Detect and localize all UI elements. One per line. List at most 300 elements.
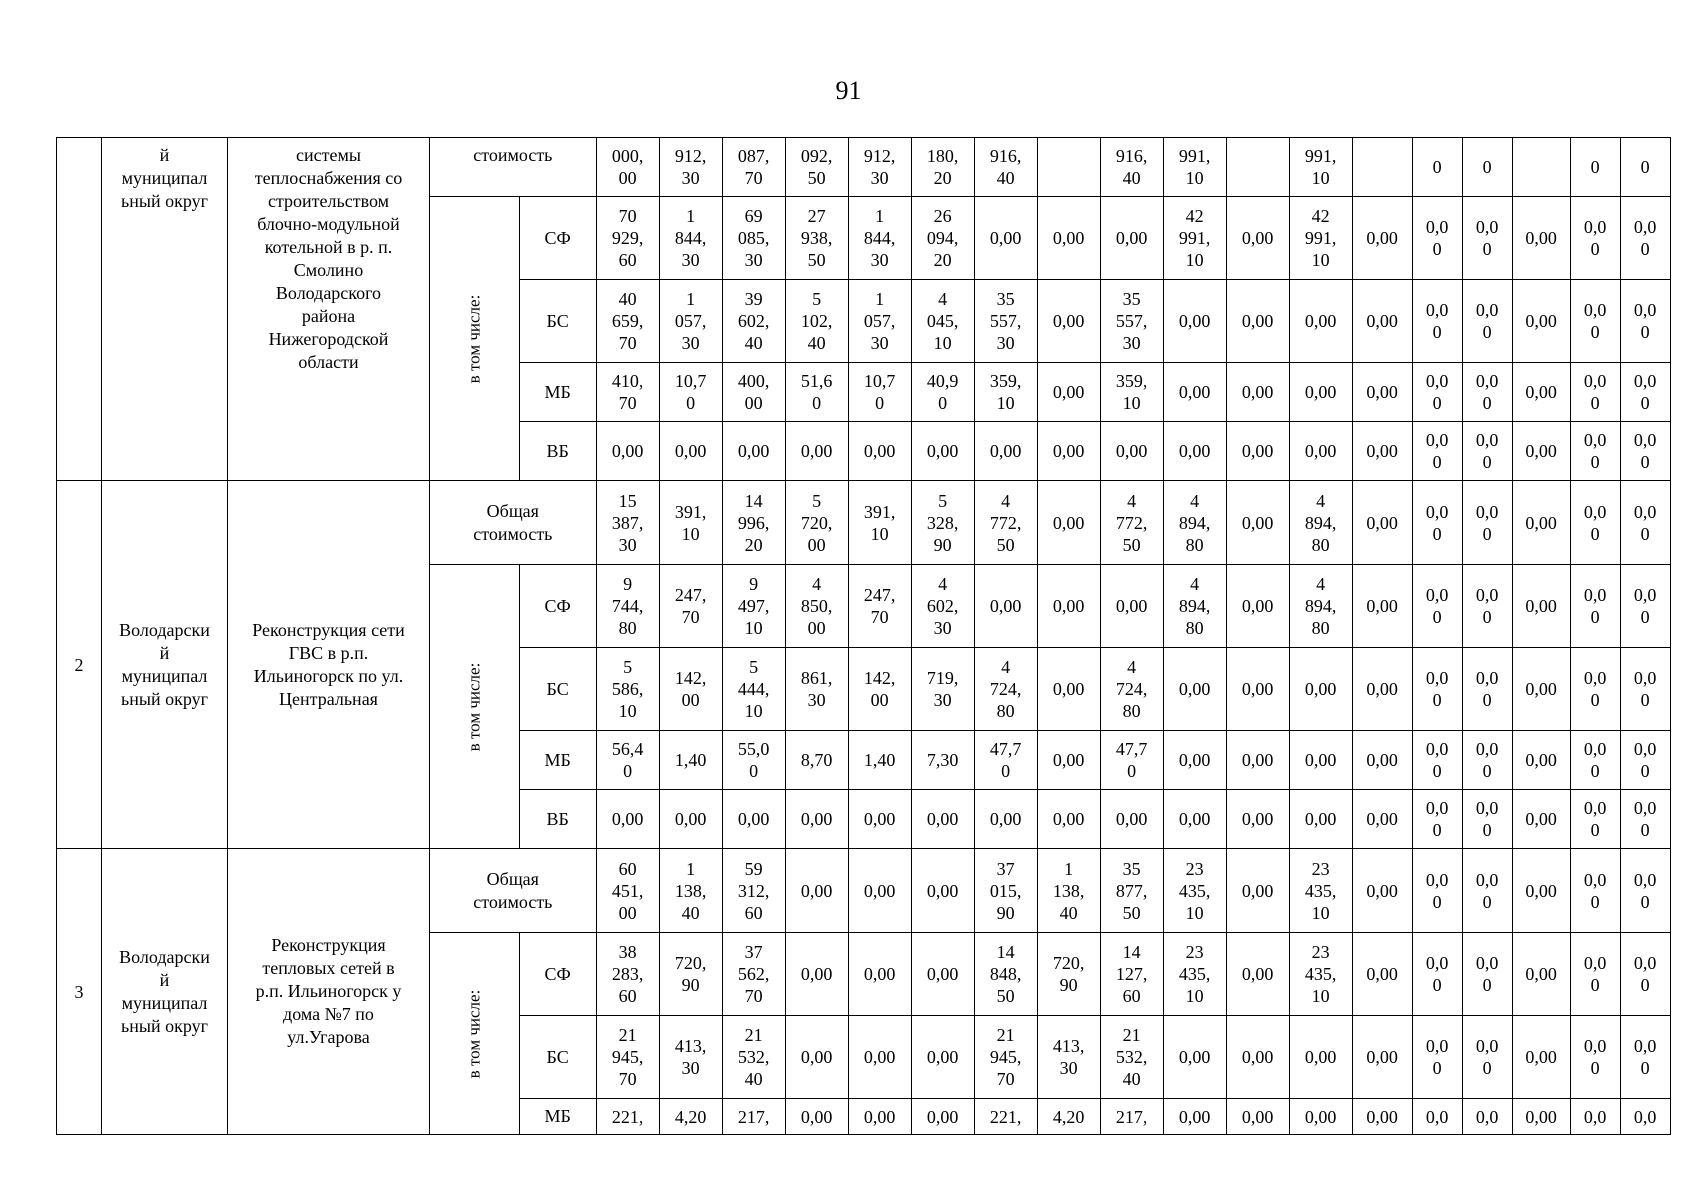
cell-line: 0: [1640, 891, 1650, 912]
value-cell: [1100, 565, 1163, 648]
cell-line: 413,: [674, 1036, 707, 1056]
cell-line: 0,0: [1475, 1036, 1499, 1056]
cell-line: 0,00: [1304, 311, 1337, 331]
cell-line: 0: [1432, 452, 1442, 472]
value-cell: [1412, 138, 1462, 197]
cell-line: 0,00: [1241, 441, 1274, 461]
cell-line: 0,0: [1475, 217, 1499, 237]
cell-line: 0,0: [1633, 430, 1657, 450]
cell-line: 0,00: [926, 1047, 959, 1067]
cell-line: 0,0: [1583, 430, 1607, 450]
project-number-cell: [57, 849, 102, 1135]
cell-line: 0: [1432, 820, 1442, 840]
cell-line: 045,: [926, 311, 959, 331]
cell-line: 894,: [1178, 512, 1211, 533]
cell-line: 0: [1482, 607, 1492, 627]
cell-line: 000,: [611, 146, 644, 166]
value-cell: [722, 849, 785, 933]
cell-line: 0: [1432, 322, 1442, 342]
value-cell: [1412, 849, 1462, 933]
value-cell: [1037, 790, 1100, 849]
cell-line: 0: [1432, 1058, 1442, 1078]
cell-line: 720,: [674, 953, 707, 973]
cell-line: р.п. Ильиногорск у: [255, 981, 402, 1001]
cell-line: 0,00: [1241, 1047, 1274, 1067]
value-cell: [722, 481, 785, 565]
cell-line: 59: [744, 858, 763, 879]
cell-line: 4: [1316, 574, 1326, 594]
source-label-text: ВБ: [546, 808, 569, 829]
cell-line: 0,00: [1525, 596, 1557, 616]
value-cell: [722, 363, 785, 422]
source-label-text: МБ: [544, 1106, 571, 1126]
value-cell: [1352, 481, 1412, 565]
value-cell: [1289, 481, 1352, 565]
cell-line: 40: [618, 289, 637, 309]
value-cell: [1289, 648, 1352, 731]
cell-line: котельной в р. п.: [264, 237, 393, 257]
cell-line: стоимость: [473, 891, 553, 912]
including-label-cell: [430, 197, 520, 481]
cell-line: 0,0: [1475, 869, 1499, 890]
cell-line: 0,0: [1583, 1036, 1607, 1056]
cell-line: 60: [618, 858, 637, 879]
source-label-text: БС: [546, 678, 569, 699]
value-cell: [785, 849, 848, 933]
value-cell: [911, 481, 974, 565]
cell-line: 894,: [1304, 512, 1337, 533]
including-label-cell: [430, 933, 520, 1135]
cell-line: Володарски: [119, 946, 210, 967]
cell-line: 0,00: [1241, 964, 1274, 984]
cell-line: 0,00: [1241, 382, 1274, 402]
value-cell: [1570, 280, 1620, 363]
cell-line: 23: [1311, 942, 1330, 962]
value-cell: [1412, 1016, 1462, 1099]
cell-line: 0,00: [1115, 228, 1148, 248]
cell-line: 35: [996, 289, 1015, 309]
value-cell: [974, 197, 1037, 280]
cell-line: 0: [812, 393, 822, 413]
cell-line: 0,00: [1052, 750, 1085, 770]
value-cell: [1352, 197, 1412, 280]
cell-line: 00: [681, 690, 700, 710]
cell-line: 0,0: [1425, 371, 1449, 391]
value-cell: [1512, 197, 1570, 280]
value-cell: [1289, 280, 1352, 363]
cell-line: 40: [1122, 1069, 1141, 1089]
cell-line: ьный округ: [121, 1015, 208, 1036]
cell-line: 80: [1311, 618, 1330, 638]
cell-line: 991,: [1178, 228, 1211, 248]
cell-line: муниципал: [121, 168, 208, 188]
cell-line: 0,0: [1475, 501, 1499, 522]
cell-line: 0,00: [1178, 750, 1211, 770]
cell-line: 40: [681, 902, 700, 923]
value-cell: [911, 1016, 974, 1099]
value-cell: [722, 1016, 785, 1099]
value-cell: [1462, 849, 1512, 933]
cell-line: 0,00: [989, 441, 1022, 461]
cell-line: 90: [933, 534, 952, 555]
cell-line: 0: [1640, 761, 1650, 781]
cell-line: ьный округ: [121, 688, 208, 709]
cell-line: 0,0: [1583, 668, 1607, 688]
value-cell: [785, 933, 848, 1016]
cell-line: 0,00: [1304, 1047, 1337, 1067]
cell-line: 451,: [611, 880, 644, 901]
value-cell: [1352, 731, 1412, 790]
value-cell: [1037, 1099, 1100, 1135]
cell-line: 60: [618, 250, 637, 270]
value-cell: [1037, 138, 1100, 197]
cell-line: 0,0: [1475, 668, 1499, 688]
value-cell: [1620, 849, 1670, 933]
cell-line: 00: [744, 393, 763, 413]
cell-line: 0,00: [1525, 1047, 1557, 1067]
value-cell: [1412, 280, 1462, 363]
value-cell: [596, 363, 659, 422]
cell-line: 10: [744, 701, 763, 721]
cell-line: 0,0: [1425, 300, 1449, 320]
cell-line: 0,00: [1241, 311, 1274, 331]
cell-line: 0,0: [1475, 430, 1499, 450]
cell-line: 00: [618, 902, 637, 923]
value-cell: [1163, 481, 1226, 565]
cell-line: 4: [1127, 490, 1137, 511]
value-cell: [722, 138, 785, 197]
value-cell: [1412, 197, 1462, 280]
value-cell: [1620, 790, 1670, 849]
value-cell: [1289, 422, 1352, 481]
value-cell: [1226, 731, 1289, 790]
source-label-text: СФ: [544, 963, 571, 984]
value-cell: [848, 849, 911, 933]
cell-line: 0: [1590, 975, 1600, 995]
cell-line: 912,: [674, 146, 707, 166]
cell-line: 359,: [1115, 371, 1148, 391]
cell-line: Нижегородской: [268, 329, 389, 349]
value-cell: [911, 197, 974, 280]
cell-line: 180,: [926, 146, 959, 166]
cell-line: 0,00: [1115, 809, 1148, 829]
cell-line: 0,00: [800, 441, 833, 461]
cell-line: 557,: [1115, 311, 1148, 331]
cell-line: 0,00: [800, 964, 833, 984]
cell-line: 10: [681, 523, 700, 544]
cell-line: 70: [618, 393, 637, 413]
value-cell: [1570, 363, 1620, 422]
cell-line: 10,7: [674, 371, 707, 391]
cell-line: 0: [1432, 393, 1442, 413]
cell-line: 0: [1432, 239, 1442, 259]
cell-line: 23: [1185, 942, 1204, 962]
cell-line: теплоснабжения со: [254, 168, 403, 188]
cell-line: 23: [1311, 858, 1330, 879]
value-cell: [911, 648, 974, 731]
cell-line: 772,: [989, 512, 1022, 533]
value-cell: [1512, 565, 1570, 648]
cell-line: 0,0: [1633, 798, 1657, 818]
cell-line: 0,00: [1304, 1106, 1337, 1127]
cell-line: 057,: [674, 311, 707, 331]
cell-line: 0,00: [1366, 964, 1398, 984]
value-cell: [974, 280, 1037, 363]
cell-line: 877,: [1115, 880, 1148, 901]
value-cell: [1512, 481, 1570, 565]
value-cell: [659, 481, 722, 565]
cell-line: 744,: [611, 596, 644, 616]
cell-line: 0,00: [1366, 311, 1398, 331]
cell-line: 37: [744, 942, 763, 962]
cell-line: 0: [1640, 452, 1650, 472]
cell-line: 15: [618, 490, 637, 511]
cell-line: 9: [749, 574, 759, 594]
cell-line: 0,0: [1583, 1106, 1607, 1127]
cell-line: 0: [1640, 157, 1650, 177]
cell-line: 30: [681, 1058, 700, 1078]
cell-line: 0: [1590, 761, 1600, 781]
source-label: [519, 648, 596, 731]
cell-line: 844,: [863, 228, 896, 248]
value-cell: [1289, 363, 1352, 422]
cell-line: 4: [1190, 490, 1200, 511]
cell-line: 0: [1432, 975, 1442, 995]
cell-line: 0,00: [863, 441, 896, 461]
cell-line: 996,: [737, 512, 770, 533]
cell-line: 47,7: [1115, 739, 1148, 759]
cell-line: 1: [1064, 858, 1074, 879]
value-cell: [785, 565, 848, 648]
value-cell: [1100, 933, 1163, 1016]
value-cell: [1352, 849, 1412, 933]
value-cell: [1620, 731, 1670, 790]
value-cell: [596, 790, 659, 849]
value-cell: [1289, 1099, 1352, 1135]
cell-line: 0: [1001, 761, 1011, 781]
value-cell: [974, 481, 1037, 565]
cell-line: 27: [807, 206, 826, 226]
cell-line: 10: [870, 523, 889, 544]
value-cell: [1412, 1099, 1462, 1135]
cell-line: 0,00: [1052, 228, 1085, 248]
cell-line: 10: [1122, 393, 1141, 413]
cell-line: 0,00: [1304, 809, 1337, 829]
value-cell: [1412, 565, 1462, 648]
cell-line: строительством: [267, 191, 390, 211]
value-cell: [1352, 138, 1412, 197]
value-cell: [1037, 422, 1100, 481]
value-cell: [1620, 648, 1670, 731]
cell-line: 1: [686, 206, 696, 226]
cell-line: 848,: [989, 964, 1022, 984]
cell-line: 40,9: [926, 371, 959, 391]
cell-line: 0,00: [1052, 311, 1085, 331]
cell-line: 217,: [737, 1106, 770, 1127]
cell-line: 0,0: [1633, 501, 1657, 522]
value-cell: [659, 565, 722, 648]
value-cell: [1037, 1016, 1100, 1099]
cell-line: 0,0: [1475, 953, 1499, 973]
cell-line: 138,: [1052, 880, 1085, 901]
value-cell: [722, 422, 785, 481]
cell-line: 0: [1590, 1058, 1600, 1078]
cell-line: 0: [1590, 452, 1600, 472]
value-cell: [596, 138, 659, 197]
cell-line: 20: [933, 168, 952, 188]
value-cell: [911, 280, 974, 363]
value-cell: [659, 1099, 722, 1135]
value-cell: [1462, 790, 1512, 849]
value-cell: [911, 422, 974, 481]
cell-line: 861,: [800, 668, 833, 688]
value-cell: [1289, 933, 1352, 1016]
value-cell: [974, 849, 1037, 933]
cell-line: 42: [1185, 206, 1204, 226]
value-cell: [785, 481, 848, 565]
cell-line: 0,00: [989, 228, 1022, 248]
value-cell: [1352, 1099, 1412, 1135]
cell-line: 0: [1640, 820, 1650, 840]
cell-line: 0,0: [1583, 371, 1607, 391]
cell-line: 10: [1185, 168, 1204, 188]
cell-line: 247,: [863, 585, 896, 605]
cell-line: дома №7 по: [283, 1004, 374, 1024]
cell-line: 602,: [737, 311, 770, 331]
cell-line: 929,: [611, 228, 644, 248]
cell-line: 21: [744, 1025, 763, 1045]
cell-line: 0,0: [1425, 1106, 1449, 1127]
cell-line: 0: [1640, 1058, 1650, 1078]
cell-line: 0,00: [1178, 1047, 1211, 1067]
cell-line: 4: [1001, 657, 1011, 677]
cell-line: 80: [1122, 701, 1141, 721]
value-cell: [1226, 849, 1289, 933]
value-cell: [1163, 422, 1226, 481]
cell-line: 50: [996, 534, 1015, 555]
cell-line: 9: [623, 574, 633, 594]
cell-line: 0,00: [1178, 809, 1211, 829]
cell-line: 00: [807, 618, 826, 638]
cell-line: 90: [1059, 975, 1078, 995]
cell-line: 497,: [737, 596, 770, 616]
district-cell: [102, 849, 228, 1135]
cell-line: 1: [686, 289, 696, 309]
cell-line: 40: [1059, 902, 1078, 923]
value-cell: [659, 1016, 722, 1099]
cell-line: 0,00: [1525, 382, 1557, 402]
cell-line: 0,00: [611, 441, 644, 461]
cell-line: Ильиногорск по ул.: [253, 665, 404, 686]
cell-line: 0,0: [1425, 668, 1449, 688]
cell-line: 50: [996, 986, 1015, 1006]
source-label-text: БС: [546, 310, 569, 331]
cell-line: 0,00: [863, 964, 896, 984]
project-total-row: [57, 849, 1671, 933]
cell-line: 391,: [674, 501, 707, 522]
cell-line: 435,: [1178, 880, 1211, 901]
value-cell: [1226, 138, 1289, 197]
cell-line: 724,: [989, 679, 1022, 699]
cell-line: 0,0: [1633, 585, 1657, 605]
cell-line: 0: [1640, 690, 1650, 710]
value-cell: [1462, 422, 1512, 481]
value-cell: [1412, 481, 1462, 565]
value-cell: [1570, 648, 1620, 731]
cell-line: 0,0: [1425, 739, 1449, 759]
cell-line: 0,00: [1304, 382, 1337, 402]
value-cell: [1512, 648, 1570, 731]
cell-line: 4,20: [1052, 1106, 1085, 1127]
cell-line: 0: [1590, 393, 1600, 413]
cell-line: 40: [1122, 168, 1141, 188]
value-cell: [1352, 648, 1412, 731]
cell-line: 894,: [1304, 596, 1337, 616]
cell-line: 991,: [1178, 146, 1211, 166]
cell-line: 0,0: [1583, 585, 1607, 605]
cell-line: 0: [1590, 891, 1600, 912]
cell-line: 70: [744, 168, 763, 188]
cell-line: 0,00: [1241, 679, 1274, 699]
cell-line: 0,0: [1425, 585, 1449, 605]
value-cell: [1462, 197, 1512, 280]
value-cell: [596, 197, 659, 280]
cell-line: 1: [875, 289, 885, 309]
cell-line: й: [159, 145, 170, 165]
cell-line: 0: [1482, 1058, 1492, 1078]
cell-line: 0,0: [1425, 869, 1449, 890]
value-cell: [848, 648, 911, 731]
cell-line: 0,00: [1115, 596, 1148, 616]
cell-line: 20: [933, 250, 952, 270]
cell-line: 30: [681, 333, 700, 353]
cell-line: 0,00: [1366, 596, 1398, 616]
source-label-text: БС: [546, 1046, 569, 1067]
cell-line: 0: [875, 393, 885, 413]
cell-line: 55,0: [737, 739, 770, 759]
cell-line: 10: [1311, 986, 1330, 1006]
source-label: [519, 280, 596, 363]
source-label: [519, 1099, 596, 1135]
cell-line: 70: [870, 607, 889, 627]
cell-line: 70: [996, 1069, 1015, 1089]
source-label: [519, 1016, 596, 1099]
cell-line: 945,: [989, 1047, 1022, 1067]
cell-line: 602,: [926, 596, 959, 616]
cell-line: 0,00: [1115, 441, 1148, 461]
cell-line: 142,: [674, 668, 707, 688]
value-cell: [1620, 363, 1670, 422]
value-cell: [1462, 565, 1512, 648]
cell-line: 0,00: [1366, 679, 1398, 699]
value-cell: [659, 790, 722, 849]
value-cell: [785, 197, 848, 280]
cell-line: 0,00: [1241, 512, 1274, 533]
cell-line: 0,00: [674, 441, 707, 461]
cell-line: 0,0: [1633, 217, 1657, 237]
cell-line: 50: [807, 168, 826, 188]
value-cell: [596, 648, 659, 731]
total-cost-label: [430, 481, 597, 565]
value-cell: [1570, 1016, 1620, 1099]
source-label: [519, 363, 596, 422]
value-cell: [659, 197, 722, 280]
cell-line: 0,00: [863, 1047, 896, 1067]
value-cell: [596, 849, 659, 933]
cell-line: 0,00: [926, 880, 959, 901]
cell-line: 90: [681, 975, 700, 995]
value-cell: [1163, 731, 1226, 790]
